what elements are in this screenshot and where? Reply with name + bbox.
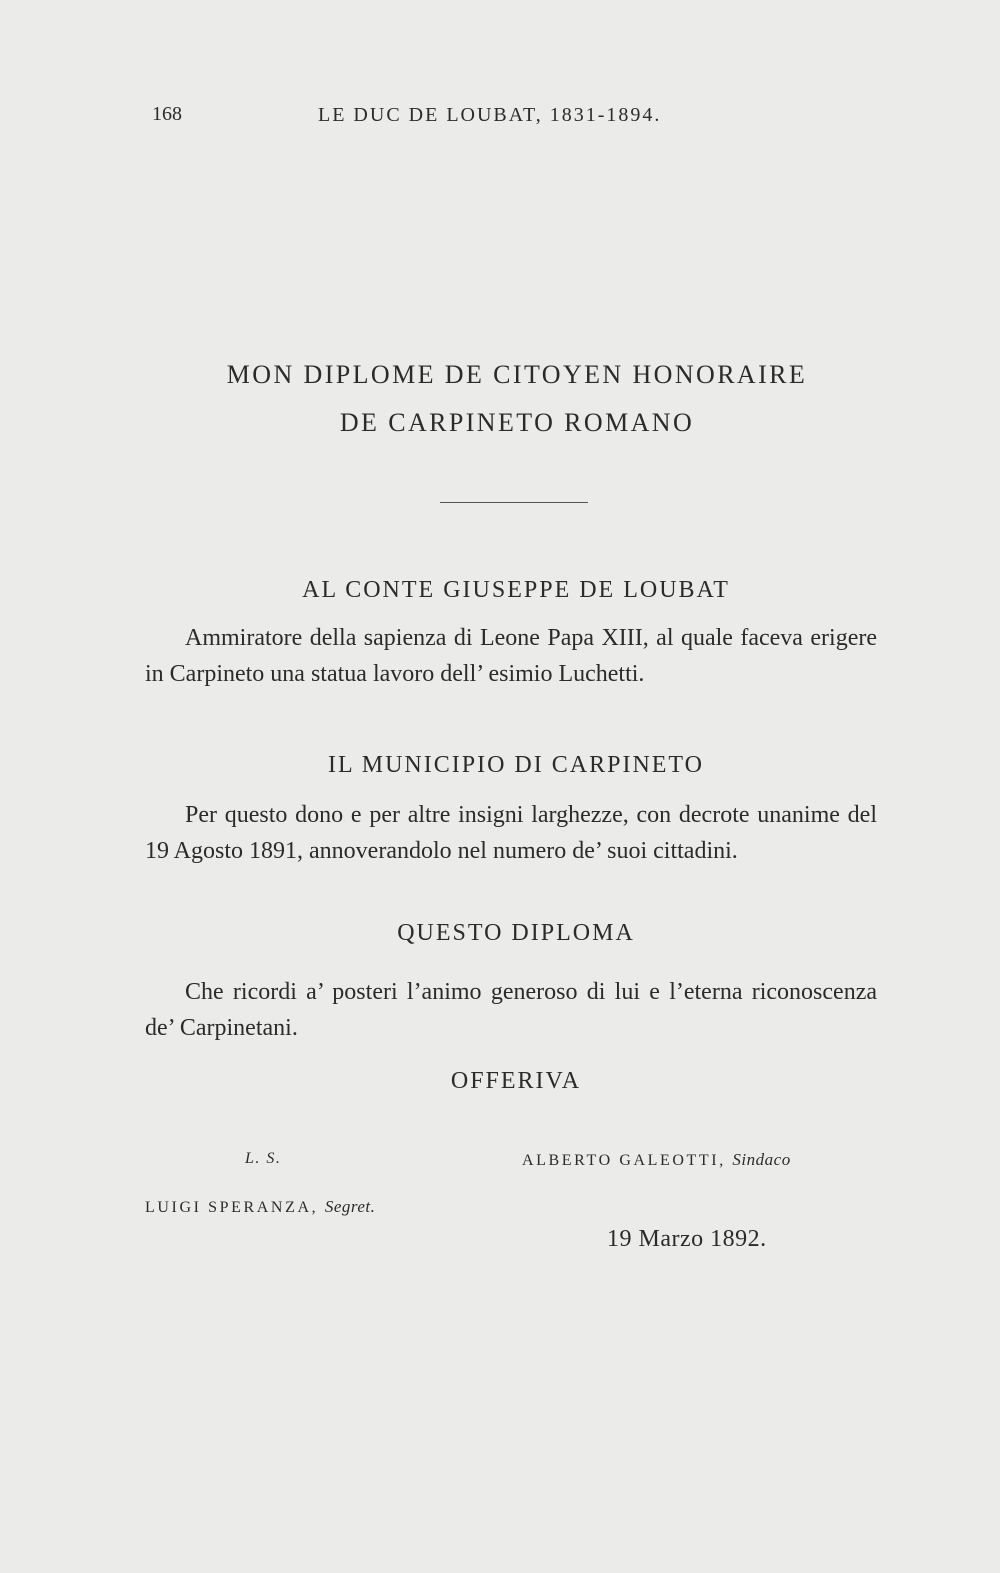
running-title: LE DUC DE LOUBAT, 1831-1894. [318,104,662,126]
page-number: 168 [152,103,182,125]
diploma-heading: QUESTO DIPLOMA [397,920,635,946]
mayor-name: ALBERTO GALEOTTI, [522,1152,726,1169]
mayor-signature [522,1150,791,1170]
document-title-line-1: MON DIPLOME DE CITOYEN HONORAIRE [226,360,808,389]
document-date: 19 Marzo 1892. [607,1226,767,1252]
secretary-signature [145,1197,375,1217]
dedication-heading: AL CONTE GIUSEPPE DE LOUBAT [302,577,730,603]
seal-mark: L. S. [245,1150,282,1167]
diploma-paragraph: Che ricordi a’ posteri l’animo generoso di lui e l’eterna riconoscenza de’ Carpinetani. [145,979,877,1041]
municipality-heading: IL MUNICIPIO DI CARPINETO [328,752,704,778]
municipality-paragraph: Per questo dono e per altre insigni larghezze, con decrote unanime del 19 Agosto 1891, annoverandolo nel numero de’ suoi cittadini. [145,802,877,864]
title-divider [440,502,588,503]
secretary-title: Segret. [324,1197,376,1216]
secretary-name: LUIGI SPERANZA, [145,1199,319,1216]
offered-heading: OFFERIVA [450,1068,582,1094]
dedication-paragraph: Ammiratore della sapienza di Leone Papa XIII, al quale faceva erigere in Carpineto una statua lavoro dell’ esimio Luchetti. [145,625,877,687]
mayor-title: Sindaco [732,1150,791,1169]
document-title-line-2: DE CARPINETO ROMANO [339,408,695,437]
